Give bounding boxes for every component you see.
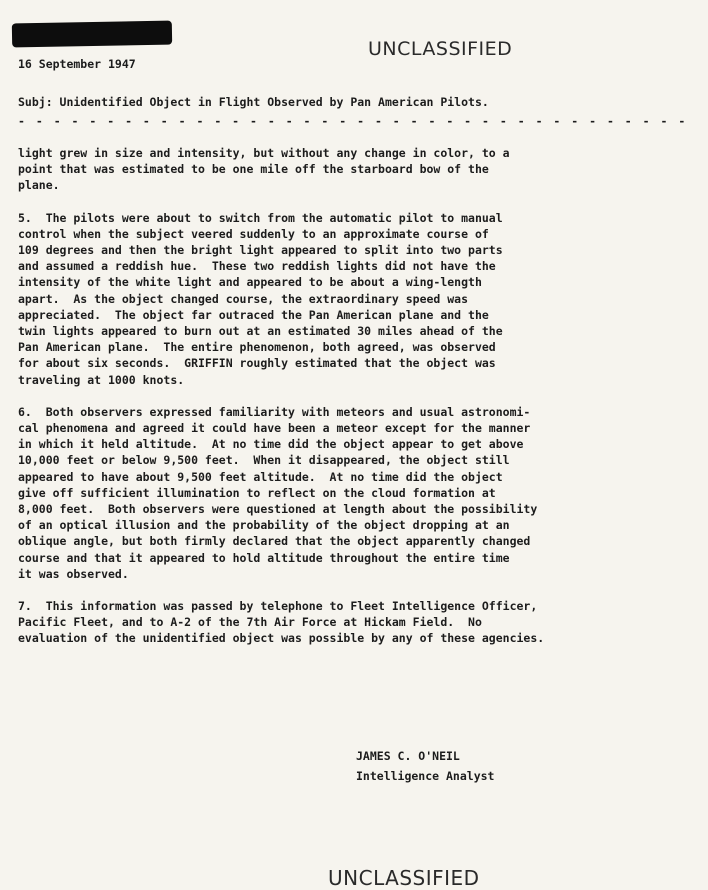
redaction-block — [12, 21, 172, 48]
paragraph-continuation: light grew in size and intensity, but without any change in color, to a point that was estimated to be one mile off the starboard bow of the plane. — [18, 146, 510, 193]
separator-line: - - - - - - - - - - - - - - - - - - - - - - - - - - - - - - - - - - - - - - — [18, 114, 688, 128]
signatory-title: Intelligence Analyst — [356, 769, 495, 783]
classification-marking-bottom: UNCLASSIFIED — [328, 866, 480, 890]
signature-block — [356, 746, 494, 786]
signatory-name: JAMES C. O'NEIL — [356, 749, 460, 763]
classification-marking-top: UNCLASSIFIED — [368, 38, 513, 60]
document-date: 16 September 1947 — [18, 57, 136, 71]
paragraph-6: 6. Both observers expressed familiarity with meteors and usual astronomi- cal phenomena and agreed it could have been a meteor except for the manner in which it held altitude. At no time did the object appear to get above 10,000 feet or below 9,500 feet. When it disappeared, the object still appeared to have about 9,500 feet altitude. At no time did the object give off sufficient illumination to reflect on the cloud formation at 8,000 feet. Both observers were questioned at length about the possibility of an optical illusion and the probability of the object dropping at an oblique angle, but both firmly declared that the object apparently changed course and that it appeared to hold altitude throughout the entire time it was observed. — [18, 404, 538, 581]
document-body — [18, 145, 690, 663]
paragraph-7: 7. This information was passed by telephone to Fleet Intelligence Officer, Pacific Fleet, and to A-2 of the 7th Air Force at Hickam Field. No evaluation of the unidentified object was possible by any of these agencies. — [18, 599, 545, 646]
subject-line: Subj: Unidentified Object in Flight Observed by Pan American Pilots. — [18, 95, 489, 109]
paragraph-5: 5. The pilots were about to switch from the automatic pilot to manual control when the subject veered suddenly to an approximate course of 109 degrees and then the bright light appeared to split into two parts and assumed a reddish hue. These two reddish lights did not have the intensity of the white light and appeared to be about a wing-length apart. As the object changed course, the extraordinary speed was appreciated. The object far outraced the Pan American plane and the twin lights appeared to burn out at an estimated 30 miles ahead of the Pan American plane. The entire phenomenon, both agreed, was observed for about six seconds. GRIFFIN roughly estimated that the object was traveling at 1000 knots. — [18, 210, 503, 387]
